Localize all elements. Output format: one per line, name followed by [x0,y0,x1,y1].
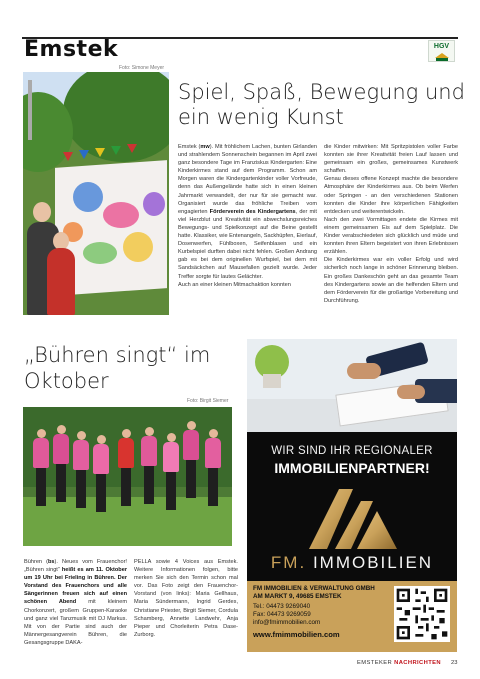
pub-prefix: EMSTEKER [357,660,395,666]
fm-immobilien-ad [247,339,457,652]
head [187,421,196,430]
kinderkirmes-photo [23,72,169,315]
plant-pot [263,374,281,388]
paint-splash [73,182,103,212]
bunting-flag [95,148,105,157]
bold-text: heißt es am 11. Oktober um 19 Uhr bei Frieling in Bühren. Der Vorstand des Frauenchors und alle Sängerinnen freuen sich auf einen schönen Abend [24,567,127,606]
singer [118,429,134,506]
ad-company: FM IMMOBILIEN & VERWALTUNG GMBH [253,585,375,592]
photo-credit-2: Foto: Birgit Siemer [187,398,229,404]
legs [36,468,46,506]
singer [73,431,89,508]
bunting-flag [79,150,89,159]
ad-headline: IMMOBILIENPARTNER! [274,460,430,476]
legs [186,460,196,498]
bunting-flag [127,144,137,153]
ad-contact-box [247,581,457,652]
text: Die Kinderkirmes war ein voller Erfolg und wird sicherlich noch lange in schöner Erinnerung bleiben. Ein großes Dankeschön geht an das gesamte Team des Kindergartens sowie an die helfenden Eltern und dem Förderverein für die großartige Vorbereitung und Durchführung. [324,257,458,304]
paint-splash [83,242,117,264]
head [122,429,131,438]
paint-splash [123,232,153,262]
child-head [33,202,51,222]
ad-photo [247,339,457,432]
legs [166,472,176,510]
head [77,431,86,440]
singer [141,427,157,504]
hand [347,363,381,379]
child-figure [47,248,75,315]
hgv-logo [428,40,455,62]
article2-col2: PELLA sowie 4 Voices aus Emstek. Weitere Informationen folgen, bitte merken Sie sich den Termin schon mal vor. Das Foto zeigt den Frauenchor-Vorstand (von links): Maria Gellhaus, Maria Sündermann, Ingrid Gerdes, Christiane Priester, Birgit Siemer, Cordula Schamberg, Annette Landwehr, Anja Pieper und Chorleiterin Petra Dase-Zurborg. [134,559,238,638]
author-tag: bs [47,559,55,565]
text: ). Mit fröhlichem Lachen, bunten Girlanden und strahlendem Sonnenschein begannen im April zwei ganz besondere Tage im Franziskus Kindergarten: Eine Kinderkirmes stand auf dem Programm. Schon am Morgen waren die Kindergartenkinder voller Vorfreude, denn das Außengelände hatte sich in einen kleinen Jahrmarkt verwandelt, der nur für sie gemacht war. Organisiert wurde das fröhliche Treiben vom engagierten [178,144,317,215]
head [37,429,46,438]
ad-website-link[interactable]: www.fmimmobilien.com [253,630,340,639]
torso [73,440,89,470]
brand-suffix: IMMOBILIEN [312,553,434,572]
legs [208,468,218,506]
torso [141,436,157,466]
hand [397,385,425,399]
head [97,435,106,444]
text: Nach den zwei Vormittagen endete die Kirmes mit einem gemeinsamen Eis auf dem Spielplatz. Die Kinder verabschiedeten sich glücklich und müde und konnten ihren Eltern begeistert von ihren Erlebnissen erzählen. [324,216,458,256]
frauenchor-photo [23,407,232,546]
head [209,429,218,438]
ad-tel: Tel.: 04473 9269040 [253,603,311,610]
article1-col2 [324,143,458,323]
singer [163,433,179,510]
bunting-flag [111,146,121,155]
ad-brand-name [247,553,457,573]
bunting-flag [63,152,73,161]
qr-code-icon[interactable] [394,586,450,642]
torso [205,438,221,468]
torso [93,444,109,474]
legs [121,468,131,506]
head [167,433,176,442]
torso [53,434,69,464]
singer [33,429,49,506]
torso [33,438,49,468]
text: Auch an einer kleinen Mitmachaktion konnten [178,281,291,288]
page-number: 23 [451,660,458,666]
singer [93,435,109,512]
publication-name [357,660,441,666]
bold-text: Förderverein des Kindergartens [209,208,296,215]
brand-prefix: FM. [270,553,307,572]
legs [76,470,86,508]
article1-col1 [178,143,317,323]
text: Bühren ( [24,559,48,565]
photo-credit-1: Foto: Simone Meyer [119,65,165,71]
paint-splash [143,192,165,216]
singer [53,425,69,502]
text: die Kinder mitwirken: Mit Spritzpistolen voller Farbe konnten sie ihrer Kreativität freien Lauf lassen und gemeinsam ein großes, gemeinsames Kunstwerk schaffen. [324,144,458,175]
singer [205,429,221,506]
section-title: Emstek [24,37,119,62]
ad-email[interactable]: info@fmimmobilien.com [253,619,321,626]
legs [96,474,106,512]
torso [118,438,134,468]
ad-address: AM MARKT 9, 49685 EMSTEK [253,593,342,600]
text: ). Neues vom Frauenchor! „Bühren singt“ [24,559,127,574]
ad-tagline: WIR SIND IHR REGIONALER [271,445,433,457]
logo-base-shape [436,58,448,61]
article2-col1 [24,558,127,658]
paint-splash [103,202,139,228]
text: Emstek ( [178,144,201,150]
text: , der mit viel Herzblut und Kreativität ein abwechslungsreiches Bewegungs- und Spielkonzept auf die Beine gestellt hatte. Klassiker, wie Entenangeln, Sackhüpfen, Eierlauf, Dosenwerfen, Fühlboxen, Seifenblasen und ein Kurbelspiel durften dabei nicht fehlen. Großen Andrang gab es bei dem originellen Wurfspiel, bei dem mit Sandsäckchen auf Mausefallen gezielt wurde. Jeder Treffer sorgte für lautes Gelächter. [178,208,317,280]
article1-headline: Spiel, Spaß, Bewegung und ein wenig Kunst [178,80,465,129]
hgv-logo-text: HGV [433,43,450,50]
ad-fax: Fax: 04473 9269059 [253,611,311,618]
legs [56,464,66,502]
text: mit kleinem Chorkonzert, großem Gruppen-Karaoke und ganz viel Tanzmusik mit DJ Markus. Mit von der Partie sind auch der Männergesangverein Bühren, die Gesangsgruppe DAKA- [24,599,127,646]
torso [183,430,199,460]
head [57,425,66,434]
singer [183,421,199,498]
author-tag: mw [200,144,210,150]
legs [144,466,154,504]
pub-name: NACHRICHTEN [394,660,442,666]
pole [28,80,32,140]
text: Genau dieses offene Konzept machte die besondere Atmosphäre der Kinderkirmes aus. Ob beim Werfen oder Springen - an den verschiedenen Stationen konnten die Kinder ihre körperlichen Fähigkeiten entdecken und weiterentwickeln. [324,176,458,215]
article2-headline: „Bühren singt“ im Oktober [24,343,211,393]
head [145,427,154,436]
torso [163,442,179,472]
